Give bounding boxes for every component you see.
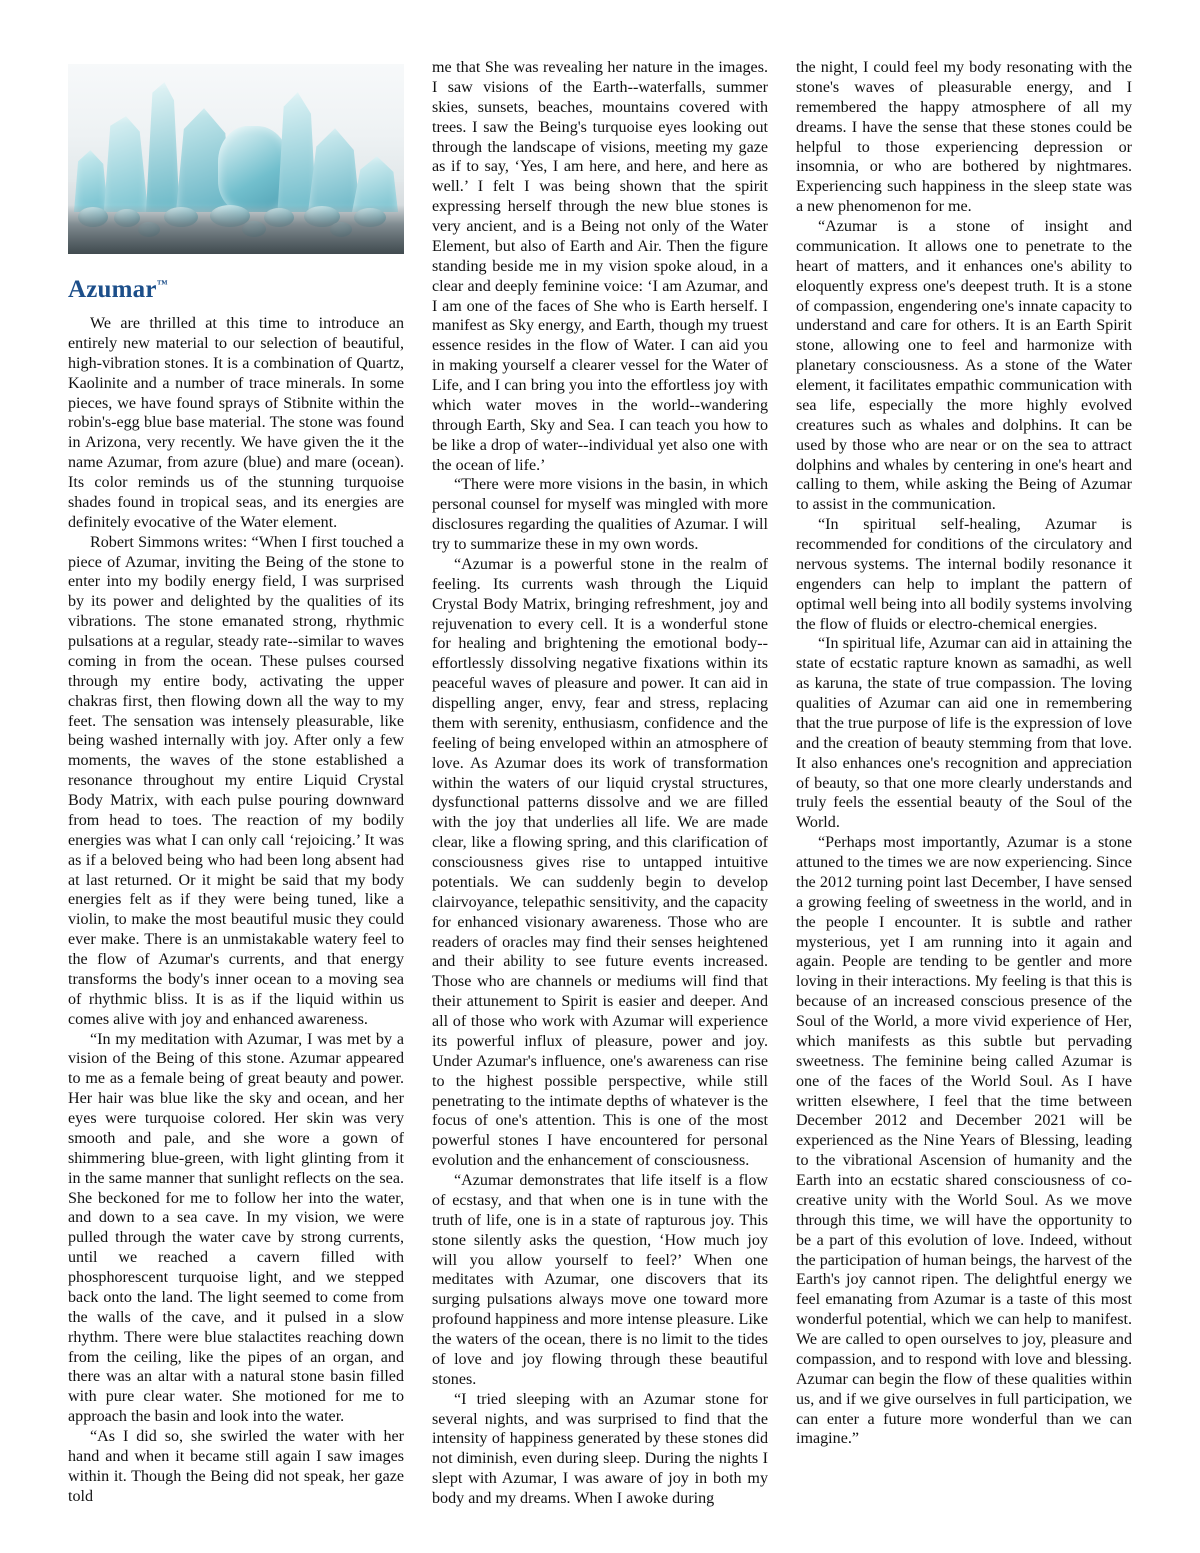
azumar-crystal-cluster-photo: [68, 64, 404, 254]
paragraph: “Azumar demonstrates that life itself is a flow of ecstasy, and that when one is in tune with the truth of life, one is in a state of rapturous joy. This stone silently asks the question, ‘How much joy will you allow yourself to feel?’ When one meditates with Azumar, one discovers that its surging pulsations always move one toward more profound happiness and more intense pleasure. Like the waters of the ocean, there is no limit to the tides of love and joy flowing through these beautiful stones.: [432, 1172, 768, 1388]
photo-shadow: [68, 205, 404, 254]
text-column-3: [796, 58, 1132, 1513]
text-column-1: [68, 58, 404, 1513]
paragraph: “There were more visions in the basin, in which personal counsel for myself was mingled with more disclosures regarding the qualities of Azumar. I will try to summarize these in my own words.: [432, 476, 768, 553]
paragraph: We are thrilled at this time to introduce an entirely new material to our selection of beautiful, high-vibration stones. It is a combination of Quartz, Kaolinite and a number of trace minerals. In some pieces, we have found sprays of Stibnite within the robin's-egg blue base material. The stone was found in Arizona, very recently. We have given the it the name Azumar, from azure (blue) and mare (ocean). Its color reminds us of the stunning turquoise shades found in tropical seas, and its energies are definitely evocative of the Water element.: [68, 315, 404, 531]
paragraph: me that She was revealing her nature in the images. I saw visions of the Earth--waterfalls, summer skies, sunsets, beaches, mountains covered with trees. I saw the Being's turquoise eyes looking out through the landscape of visions, meeting my gaze as if to say, ‘Yes, I am here, and here, and here as well.’ I felt I was being shown that the spirit expressing herself through the new blue stones is very ancient, and is a Being not only of the Water Element, but also of Earth and Air. Then the figure standing beside me in my vision spoke aloud, in a clear and deeply feminine voice: ‘I am Azumar, and I am one of the faces of She who is Earth herself. I manifest as Sky energy, and Earth, though my truest essence resides in the flow of Water. I can aid you in making yourself a clearer vessel for the Water of Life, and I can bring you into the effortless joy with which water moves in the world--wandering through Earth, Sky and Sea. I can teach you how to be like a drop of water--individual yet also one with the ocean of life.’: [432, 59, 768, 474]
paragraph: “I tried sleeping with an Azumar stone for several nights, and was surprised to find that the intensity of happiness generated by these stones did not diminish, even during sleep. During the nights I slept with Azumar, I was aware of joy in both my body and my dreams. When I awoke during: [432, 1390, 768, 1507]
paragraph: “In spiritual self-healing, Azumar is recommended for conditions of the circulatory and nervous systems. The internal bodily resonance it engenders can help to implant the pattern of optimal well being into all bodily systems involving the flow of fluids or electro-chemical energies.: [796, 516, 1132, 633]
text-column-2: [432, 58, 768, 1513]
paragraph: “Perhaps most importantly, Azumar is a stone attuned to the times we are now experiencing. Since the 2012 turning point last December, I have sensed a growing feeling of sweetness in the world, and in the people I encounter. It is subtle and rather mysterious, yet I am running into it again and again. People are tending to be gentler and more loving in their interactions. My feeling is that this is because of an increased conscious presence of the Soul of the World, a more vivid experience of Her, which manifests as this subtle but pervading sweetness. The feminine being called Azumar is one of the faces of the World Soul. As I have written elsewhere, I feel that the time between December 2012 and December 2021 will be experienced as the Nine Years of Blessing, leading to the vibrational Ascension of humanity and the Earth into an ecstatic shared consciousness of co-creative unity with the World Soul. As we move through this time, we will have the opportunity to be a part of this evolution of love. Indeed, without the participation of human beings, the harvest of the Earth's joy cannot ripen. The delightful energy we feel emanating from Azumar is a taste of this most wonderful potential, which we can help to manifest. We are called to open ourselves to joy, pleasure and compassion, and to respond with love and blessing. Azumar can begin the flow of these qualities within us, and if we give ourselves in full participation, we can enter a future more wonderful than we can imagine.”: [796, 834, 1132, 1448]
paragraph: “In spiritual life, Azumar can aid in attaining the state of ecstatic rapture known as samadhi, as well as karuna, the state of true compassion. The loving qualities of Azumar can aid one in remembering that the true purpose of life is the expression of love and the creation of beauty stemming from that love. It also enhances one's recognition and appreciation of beauty, so that one more clearly understands and truly feels the essential beauty of the Soul of the World.: [796, 635, 1132, 832]
paragraph: “As I did so, she swirled the water with her hand and when it became still again I saw images within it. Though the Being did not speak, her gaze told: [68, 1428, 404, 1505]
three-column-layout: [68, 58, 1132, 1513]
paragraph: “Azumar is a stone of insight and communication. It allows one to penetrate to the heart of matters, and it enhances one's ability to eloquently express one's deepest truth. It is a stone of compassion, engendering one's innate capacity to understand and care for others. It is an Earth Spirit stone, allowing one to feel and harmonize with planetary consciousness. As a stone of the Water element, it facilitates empathic communication with sea life, especially the more highly evolved creatures such as whales and dolphins. It can be used by those who are near or on the sea to attract dolphins and whales by centering in one's heart and calling to them, while asking the Being of Azumar to assist in the communication.: [796, 218, 1132, 514]
paragraph: “Azumar is a powerful stone in the realm of feeling. Its currents wash through the Liquid Crystal Body Matrix, bringing refreshment, joy and rejuvenation to every cell. It is a wonderful stone for healing and brightening the emotional body--effortlessly dissolving negative fixations within its peaceful waves of pleasure and power. It can aid in dispelling anger, envy, fear and stress, replacing them with serenity, enthusiasm, confidence and the feeling of being enveloped within an atmosphere of love. As Azumar does its work of transformation within the waters of our liquid crystal structures, dysfunctional patterns dissolve and we are filled with the joy that underlies all life. We are made clear, like a flowing spring, and this clarification of consciousness gives rise to untapped intuitive potentials. We can suddenly begin to develop clairvoyance, telepathic sensitivity, and the capacity for enhanced visionary awareness. Those who are readers of oracles may find their senses heightened and their ability to see future events increased. Those who are channels or mediums will find that their attunement to Spirit is easier and deeper. And all of those who work with Azumar will experience its powerful influx of pleasure, power and joy. Under Azumar's influence, one's awareness can rise to the highest possible perspective, while still penetrating to the intimate depths of whatever is the focus of one's attention. This is one of the most powerful stones I have encountered for personal evolution and the enhancement of consciousness.: [432, 555, 768, 1170]
paragraph: Robert Simmons writes: “When I first touched a piece of Azumar, inviting the Being of the stone to enter into my bodily energy field, I was surprised by its power and delighted by the qualities of its vibrations. The stone emanated strong, rhythmic pulsations at a regular, steady rate--similar to waves coming in from the ocean. These pulses coursed through my entire body, activating the upper chakras first, then flowing down all the way to my feet. The sensation was intensely pleasurable, like being washed internally with joy. After only a few moments, the waves of the stone established a resonance throughout my entire Liquid Crystal Body Matrix, with each pulse pouring downward from head to toes. The reaction of my bodily energies was what I can only call ‘rejoicing.’ It was as if a beloved being who had been long absent had at last returned. Or it might be said that my body energies felt as if they were being tuned, like a violin, to make the most beautiful music they could ever make. There is an unmistakable watery feel to the flow of Azumar's currents, and that energy transforms the body's inner ocean to a moving sea of rhythmic bliss. It is as if the liquid within us comes alive with joy and enhanced awareness.: [68, 533, 404, 1028]
paragraph: the night, I could feel my body resonating with the stone's waves of pleasurable energy, and I remembered the happy atmosphere of all my dreams. I have the sense that these stones could be helpful to those experiencing depression or insomnia, or who are bothered by nightmares. Experiencing such happiness in the sleep state was a new phenomenon for me.: [796, 59, 1132, 216]
paragraph: “In my meditation with Azumar, I was met by a vision of the Being of this stone. Azumar appeared to me as a female being of great beauty and power. Her hair was blue like the sky and ocean, and her eyes were turquoise colored. Her skin was very smooth and pale, and she wore a gown of shimmering blue-green, with light glinting from it in the same manner that sunlight reflects on the sea. She beckoned for me to follow her into the water, and down to a sea cave. In my vision, we were pulled through the water cave by strong currents, until we reached a cavern filled with phosphorescent turquoise light, and we stepped back onto the land. The light seemed to come from the walls of the cave, and it pulsed in a slow rhythm. There were blue stalactites reaching down from the ceiling, like the pipes of an organ, and there was an altar with a natural stone basin filled with pure clear water. She motioned for me to approach the basin and look into the water.: [68, 1030, 404, 1426]
trademark-symbol: ™: [156, 278, 168, 291]
page-title: [68, 276, 404, 304]
page-title-text: Azumar: [68, 276, 157, 303]
